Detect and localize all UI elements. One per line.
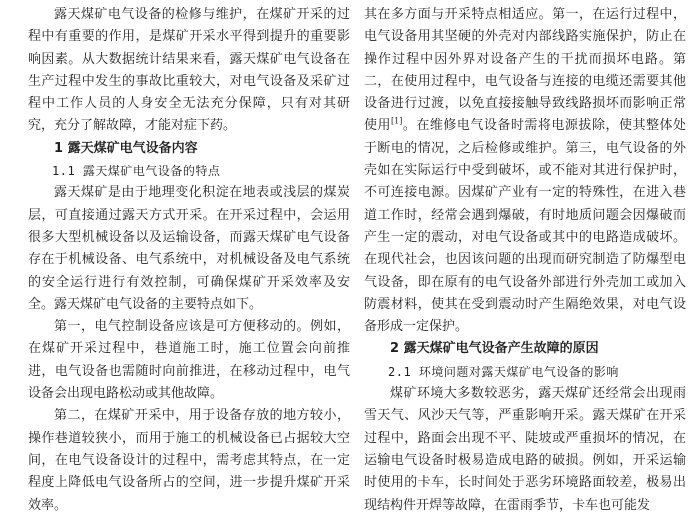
- right-column: [364, 4, 686, 513]
- intro-paragraph: 露天煤矿电气设备的检修与维护，在煤矿开采的过程中有重要的作用，是煤矿开采水平得到提升的重要影响因素。从大数据统计结果来看，露天煤矿电气设备在生产过程中发生的事故比重较大，对电气设备及采矿过程中工作人员的人身安全无法充分保障，只有对其研究，充分了解故障，才能对症下药。: [28, 7, 350, 134]
- continued-text-tail: 。在维修电气设备时需将电源拔除，使其整体处于断电的情况，之后检修或维护。第三，电气设备的外壳如在实际运行中受到破坏，或不能对其进行保护时，不可连接电源。因煤矿产业有一定的特殊性，在进入巷道工作时，经常会遇到爆破，有时地质问题会因爆破而产生一定的震动，对电气设备或其中的电路造成破坏。在现代社会，也因该问题的出现而研究制造了防爆型电气设备，即在原有的电气设备外部进行外壳加工或加入防震材料，使其在受到震动时产生隔绝效果，对电气设备形成一定保护。: [364, 118, 686, 335]
- continued-text: 其在多方面与开采特点相适应。第一，在运行过程中，电气设备用其坚硬的外壳对内部线路实施保护，防止在操作过程中因外界对设备产生的干扰而损坏电路。第二，在使用过程中，电气设备与连接的电缆还需要其他设备进行过渡，以免直接接触导致线路损坏而影响正常使用: [364, 7, 686, 134]
- left-column: [28, 4, 350, 513]
- section-2-1-paragraph: 煤矿环境大多数较恶劣，露天煤矿还经常会出现雨雪天气、风沙天气等，严重影响开采。露天煤矿在开采过程中，路面会出现不平、陡坡或严重损坏的情况，在运输电气设备时极易造成电路的破损。例如，开采运输时使用的卡车，长时间处于恶劣环境路面较差，极易出现结构件开焊等故障，在雷雨季节，卡车也可能发: [364, 386, 686, 513]
- section-1-1-paragraph-1: 露天煤矿是由于地理变化积淀在地表或浅层的煤炭层，可直接通过露天方式开采。在开采过程中，会运用很多大型机械设备以及运输设备，而露天煤矿电气设备存在于机械设备、电气系统中，对机械设备及电气系统的安全运行进行有效控制，可确保煤矿开采效率及安全。露天煤矿电气设备的主要特点如下。: [28, 185, 350, 312]
- section-1-1-paragraph-2: 第一，电气控制设备应该是可方便移动的。例如，在煤矿开采过程中，巷道施工时，施工位置会向前推进，电气设备也需随时向前推进，在移动过程中，电气设备会出现电路松动或其他故障。: [28, 319, 350, 402]
- section-1-heading: 1 露天煤矿电气设备内容: [54, 140, 198, 156]
- section-2-1-heading: 2.1 环境问题对露天煤矿电气设备的影响: [388, 364, 619, 379]
- section-2-heading: 2 露天煤矿电气设备产生故障的原因: [390, 341, 599, 357]
- section-1-1-heading: 1.1 露天煤矿电气设备的特点: [52, 164, 221, 179]
- citation-ref: [1]: [391, 117, 403, 127]
- section-1-1-paragraph-3: 第二，在煤矿开采中，用于设备存放的地方较小，操作巷道较狭小，而用于施工的机械设备已占据较大空间，在电气设备设计的过程中，需考虑其特点，在一定程度上降低电气设备所占的空间，进一步提升煤矿开采效率。: [28, 408, 350, 513]
- continued-paragraph: [364, 4, 686, 338]
